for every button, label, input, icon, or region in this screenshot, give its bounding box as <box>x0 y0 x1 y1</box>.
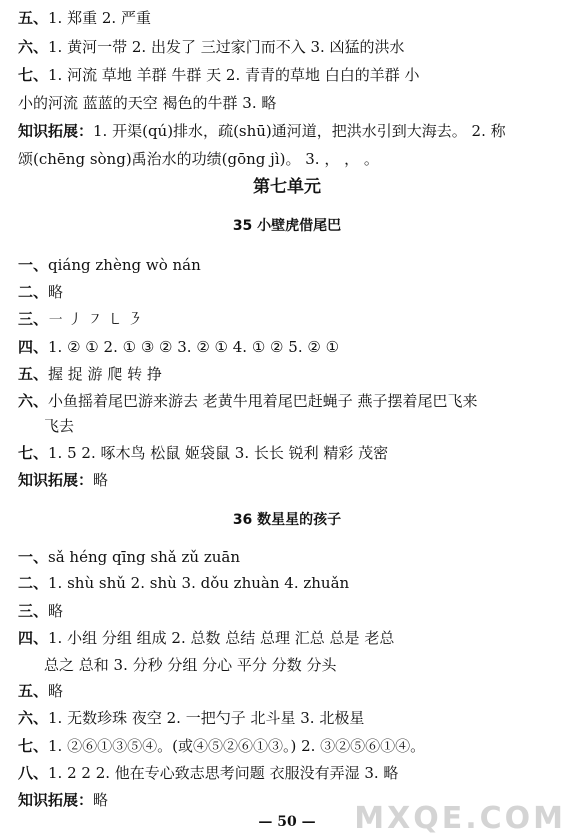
answer-line: 三、略 <box>18 602 64 620</box>
lesson-title: 35 小壁虎借尾巴 <box>232 218 342 234</box>
answer-line: 五、1. 郑重 2. 严重 <box>18 9 151 27</box>
answer-line: 五、略 <box>18 682 64 700</box>
answer-line: 一、sǎ héng qīng shǎ zǔ zuān <box>18 548 240 566</box>
answer-line: 六、1. 黄河一带 2. 出发了 三过家门而不入 3. 凶猛的洪水 <box>18 38 405 56</box>
answer-line: 七、1. 5 2. 啄木鸟 松鼠 姬袋鼠 3. 长长 锐利 精彩 茂密 <box>18 444 389 462</box>
answer-line: 一、qiáng zhèng wò nán <box>18 256 201 274</box>
answer-line: 飞去 <box>44 417 75 435</box>
answer-line: 四、1. 小组 分组 组成 2. 总数 总结 总理 汇总 总是 老总 <box>18 629 395 647</box>
answer-line: 总之 总和 3. 分秒 分组 分心 平分 分数 分头 <box>44 656 337 674</box>
answer-line: 小的河流 蓝蓝的天空 褐色的牛群 3. 略 <box>18 94 277 112</box>
answer-line: 知识拓展：略 <box>18 471 109 489</box>
answer-line: 三、㇐ ㇓ ㇇ ㇄ ㇋ <box>18 310 143 328</box>
answer-line: 四、1. ② ① 2. ① ③ ② 3. ② ① 4. ① ② 5. ② ① <box>18 338 340 356</box>
answer-line: 二、略 <box>18 283 64 301</box>
answer-line: 六、1. 无数珍珠 夜空 2. 一把勺子 北斗星 3. 北极星 <box>18 709 365 727</box>
watermark: MXQE.COM <box>354 801 566 836</box>
answer-line: 颂(chēng sòng)禹治水的功绩(gōng jì)。 3. ， ， 。 <box>18 150 379 168</box>
answer-line: 七、1. ②⑥①③⑤④。(或④⑤②⑥①③。) 2. ③②⑤⑥①④。 <box>18 737 426 755</box>
page-number: — 50 — <box>258 814 316 830</box>
answer-line: 知识拓展：略 <box>18 791 109 809</box>
lesson-title: 36 数星星的孩子 <box>232 512 342 528</box>
answer-line: 知识拓展：1. 开渠(qú)排水，疏(shū)通河道，把洪水引到大海去。 2. 称 <box>18 122 506 140</box>
unit-title: 第七单元 <box>253 177 321 197</box>
answer-line: 六、小鱼摇着尾巴游来游去 老黄牛甩着尾巴赶蝇子 燕子摆着尾巴飞来 <box>18 392 478 410</box>
answer-line: 二、1. shù shǔ 2. shù 3. dǒu zhuàn 4. zhuǎn <box>18 574 350 592</box>
answer-line: 八、1. 2 2 2. 他在专心致志思考问题 衣服没有弄湿 3. 略 <box>18 764 399 782</box>
answer-line: 五、握 捉 游 爬 转 挣 <box>18 365 162 383</box>
answer-line: 七、1. 河流 草地 羊群 牛群 天 2. 青青的草地 白白的羊群 小 <box>18 66 420 84</box>
